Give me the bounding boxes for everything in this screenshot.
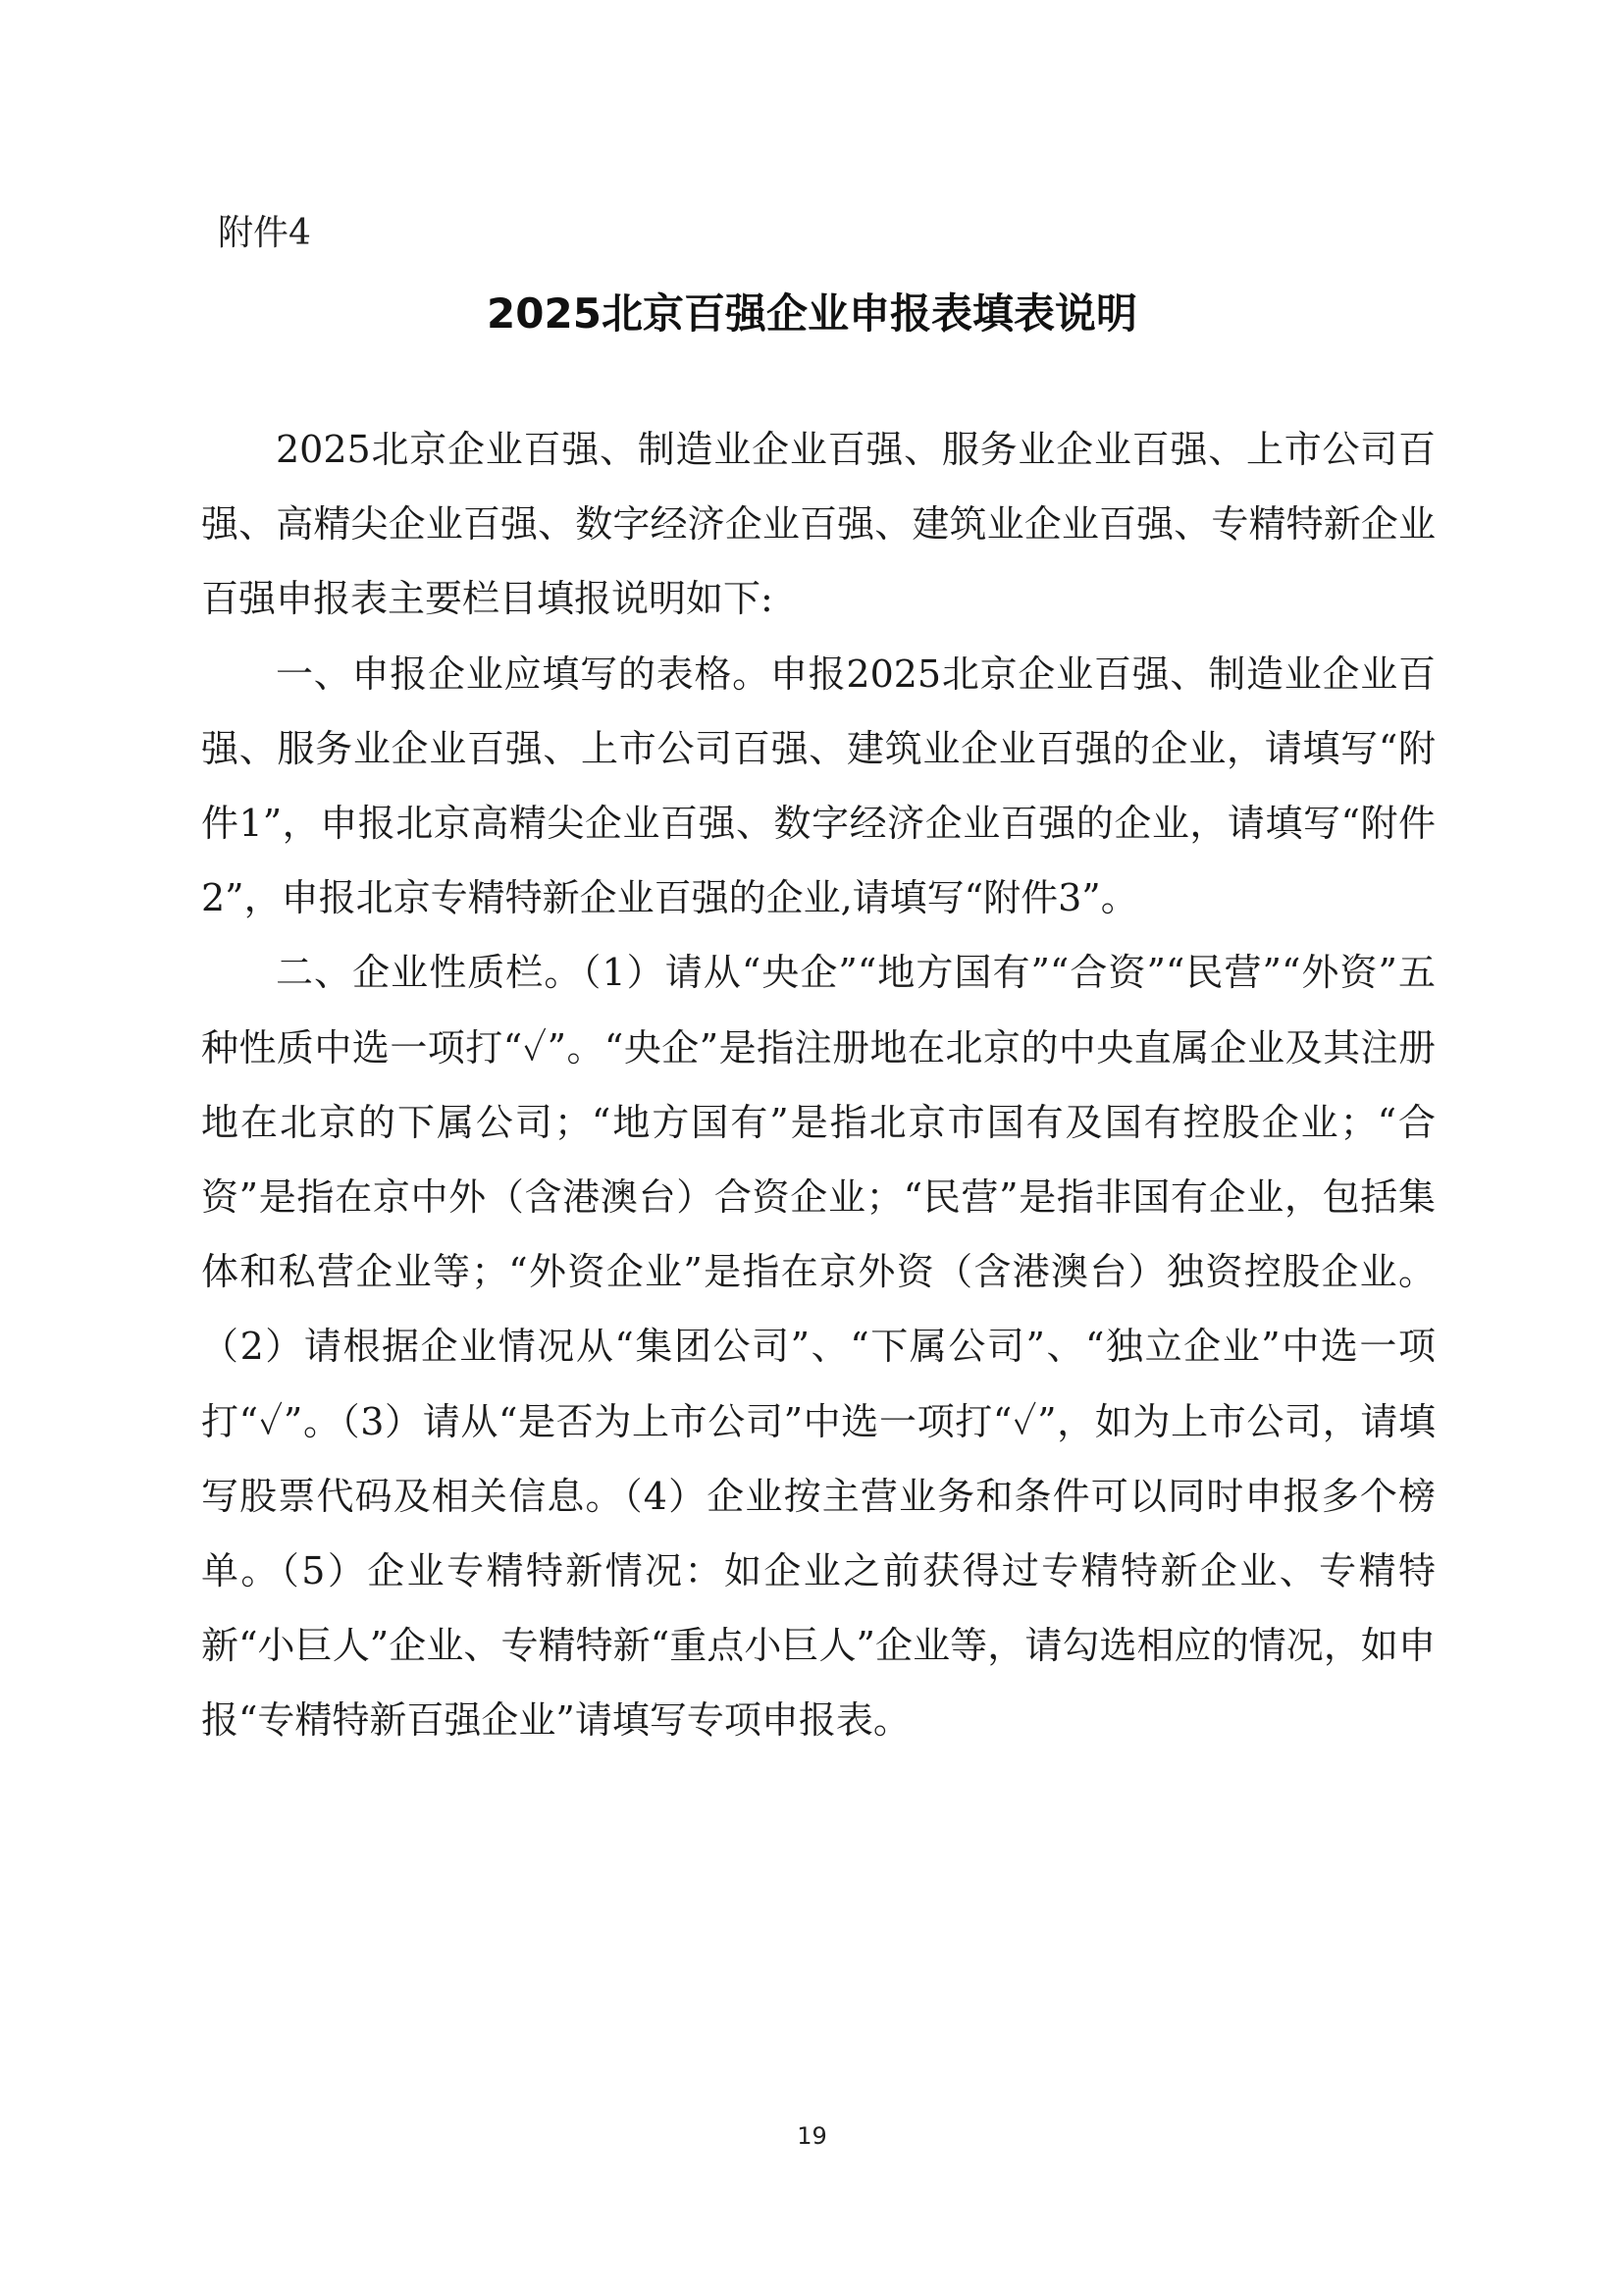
paragraph-section-2: 二、企业性质栏。（1）请从“央企”“地方国有”“合资”“民营”“外资”五种性质中选一项打“✓”。“央企”是指注册地在北京的中央直属企业及其注册地在北京的下属公司；“地方国有”是指北京市国有及国有控股企业；“合资”是指在京中外（含港澳台）合资企业；“民营”是指非国有企业，包括集体和私营企业等；“外资企业”是指在京外资（含港澳台）独资控股企业。（2）请根据企业情况从“集团公司”、“下属公司”、“独立企业”中选一项打“✓”。（3）请从“是否为上市公司”中选一项打“✓”，如为上市公司，请填写股票代码及相关信息。（4）企业按主营业务和条件可以同时申报多个榜单。（5）企业专精特新情况：如企业之前获得过专精特新企业、专精特新“小巨人”企业、专精特新“重点小巨人”企业等，请勾选相应的情况，如申报“专精特新百强企业”请填写专项申报表。	[201, 951, 1436, 1743]
attachment-label: 附件4	[218, 213, 311, 253]
paragraph-intro: 2025北京企业百强、制造业企业百强、服务业企业百强、上市公司百强、高精尖企业百强、数字经济企业百强、建筑业企业百强、专精特新企业百强申报表主要栏目填报说明如下:	[201, 428, 1436, 621]
paragraph-section-1: 一、申报企业应填写的表格。申报2025北京企业百强、制造业企业百强、服务业企业百强、上市公司百强、建筑业企业百强的企业，请填写“附件1”，申报北京高精尖企业百强、数字经济企业百强的企业，请填写“附件2”，申报北京专精特新企业百强的企业,请填写“附件3”。	[201, 652, 1436, 920]
page-number: 19	[797, 2122, 827, 2150]
document-title: 2025北京百强企业申报表填表说明	[487, 289, 1137, 338]
body-text	[201, 412, 1436, 1758]
